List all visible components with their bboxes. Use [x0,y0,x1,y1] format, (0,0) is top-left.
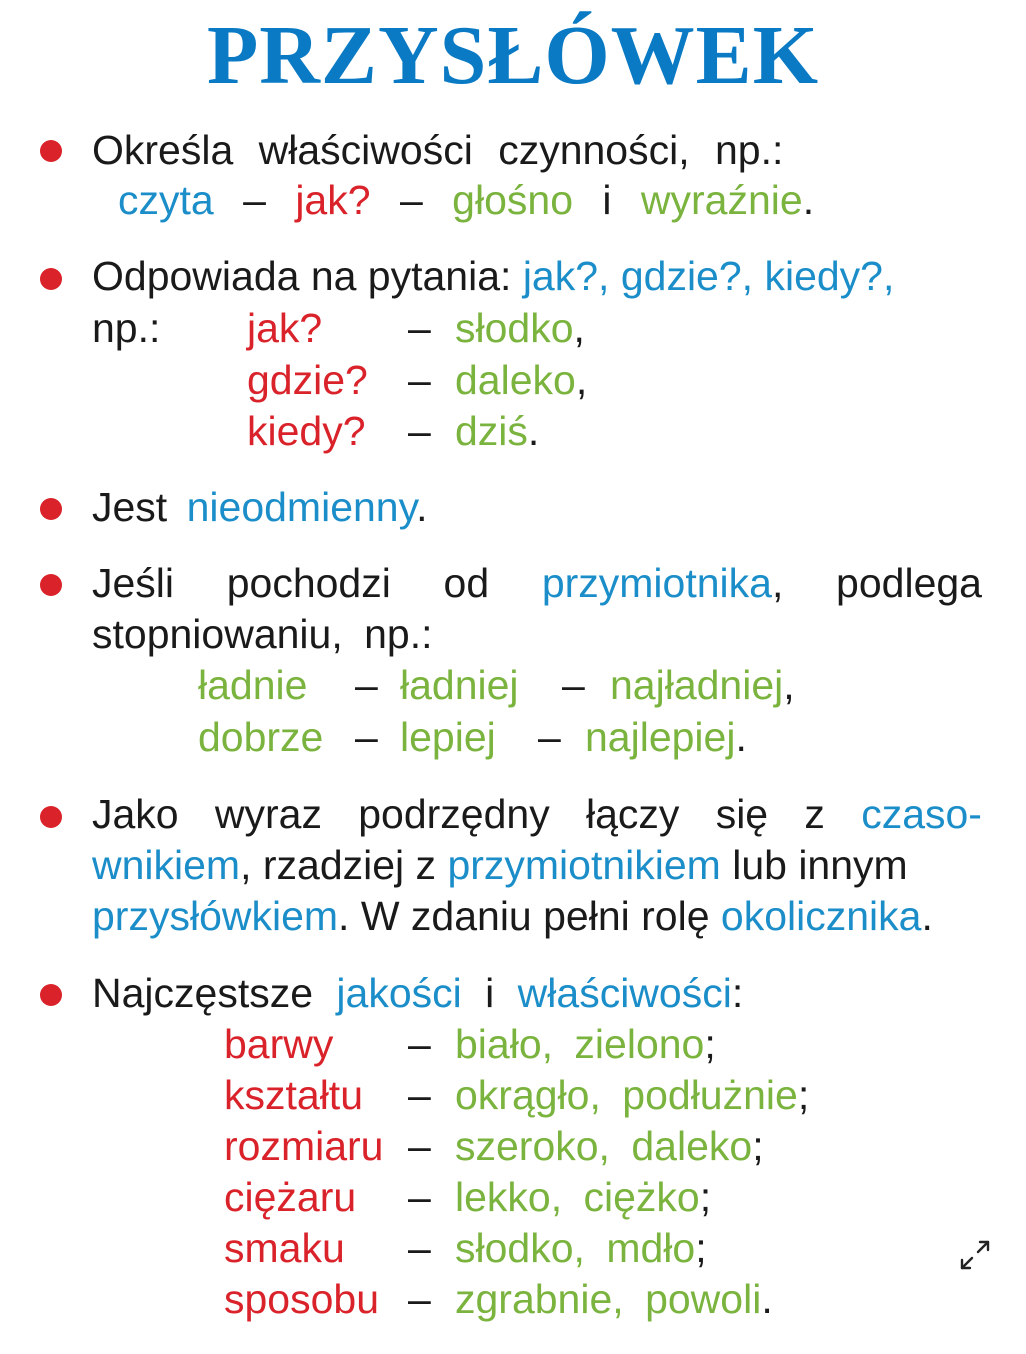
section-2-line-1 [92,253,895,299]
bullet [40,268,62,290]
bullet [40,574,62,596]
section-6-line-1: Najczęstsze jakości i właściwości: [92,970,744,1016]
word: wyraźnie [640,177,803,223]
question: jak? [247,305,323,351]
category: barwy [224,1021,334,1067]
degree-superlative: najlepiej. [585,714,747,760]
category: sposobu [224,1276,380,1322]
section-1-example [118,177,815,223]
dash: – [538,714,561,760]
dash: – [355,662,378,708]
examples: biało, zielono; [455,1021,716,1067]
dash: – [408,1072,431,1118]
examples: lekko, ciężko; [455,1174,712,1220]
dash: – [408,1225,431,1271]
section-4-line-1: Jeśli pochodzi od przymiotnika, podlega [92,560,982,606]
answer: daleko, [455,357,588,403]
dash: – [408,408,431,454]
page-title: PRZYSŁÓWEK [206,9,820,102]
bullet [40,806,62,828]
dash: – [562,662,585,708]
dash: – [243,177,266,223]
question: jak?, [522,253,610,299]
dash: – [399,177,423,223]
dash: – [355,714,378,760]
examples: szeroko, daleko; [455,1123,764,1169]
degree-comparative: lepiej [400,714,496,760]
section-3-line: Jest nieodmienny. [92,484,428,530]
conjunction: i [602,177,612,223]
np-label: np.: [92,305,161,351]
section-5-line-1: Jako wyraz podrzędny łączy się z czaso- [92,791,982,837]
dash: – [408,1276,431,1322]
answer: dziś. [455,408,540,454]
examples: zgrabnie, powoli. [455,1276,773,1322]
section-4-line-2: stopniowaniu, np.: [92,611,433,657]
bullet [40,140,62,162]
question: jak? [295,177,371,223]
word: czyta [118,177,214,223]
degree-positive: ładnie [198,662,308,708]
examples: okrągło, podłużnie; [455,1072,810,1118]
dash: – [408,1021,431,1067]
degree-superlative: najładniej, [610,662,795,708]
dash: – [408,305,431,351]
intro-text: Odpowiada na pytania: [92,253,512,299]
bullet [40,498,62,520]
question: kiedy?, [764,253,895,299]
category: smaku [224,1225,345,1271]
dash: – [408,1174,431,1220]
answer: słodko, [455,305,585,351]
expand-icon[interactable] [958,1238,992,1272]
section-1-line-1: Określa właściwości czynności, np.: [92,127,784,173]
degree-positive: dobrze [198,714,324,760]
degree-comparative: ładniej [400,662,519,708]
category: rozmiaru [224,1123,384,1169]
question: gdzie?, [620,253,754,299]
section-5-line-2: wnikiem, rzadziej z przymiotnikiem lub innym [92,842,908,888]
question: gdzie? [247,357,368,403]
dash: – [408,357,431,403]
word: głośno [452,177,573,223]
highlight: nieodmienny [186,484,417,530]
question: kiedy? [247,408,366,454]
category: kształtu [224,1072,363,1118]
section-5-line-3: przysłówkiem. W zdaniu pełni rolę okolicznika. [92,893,933,939]
period: . [802,177,815,223]
category: ciężaru [224,1174,357,1220]
bullet [40,984,62,1006]
dash: – [408,1123,431,1169]
examples: słodko, mdło; [455,1225,707,1271]
